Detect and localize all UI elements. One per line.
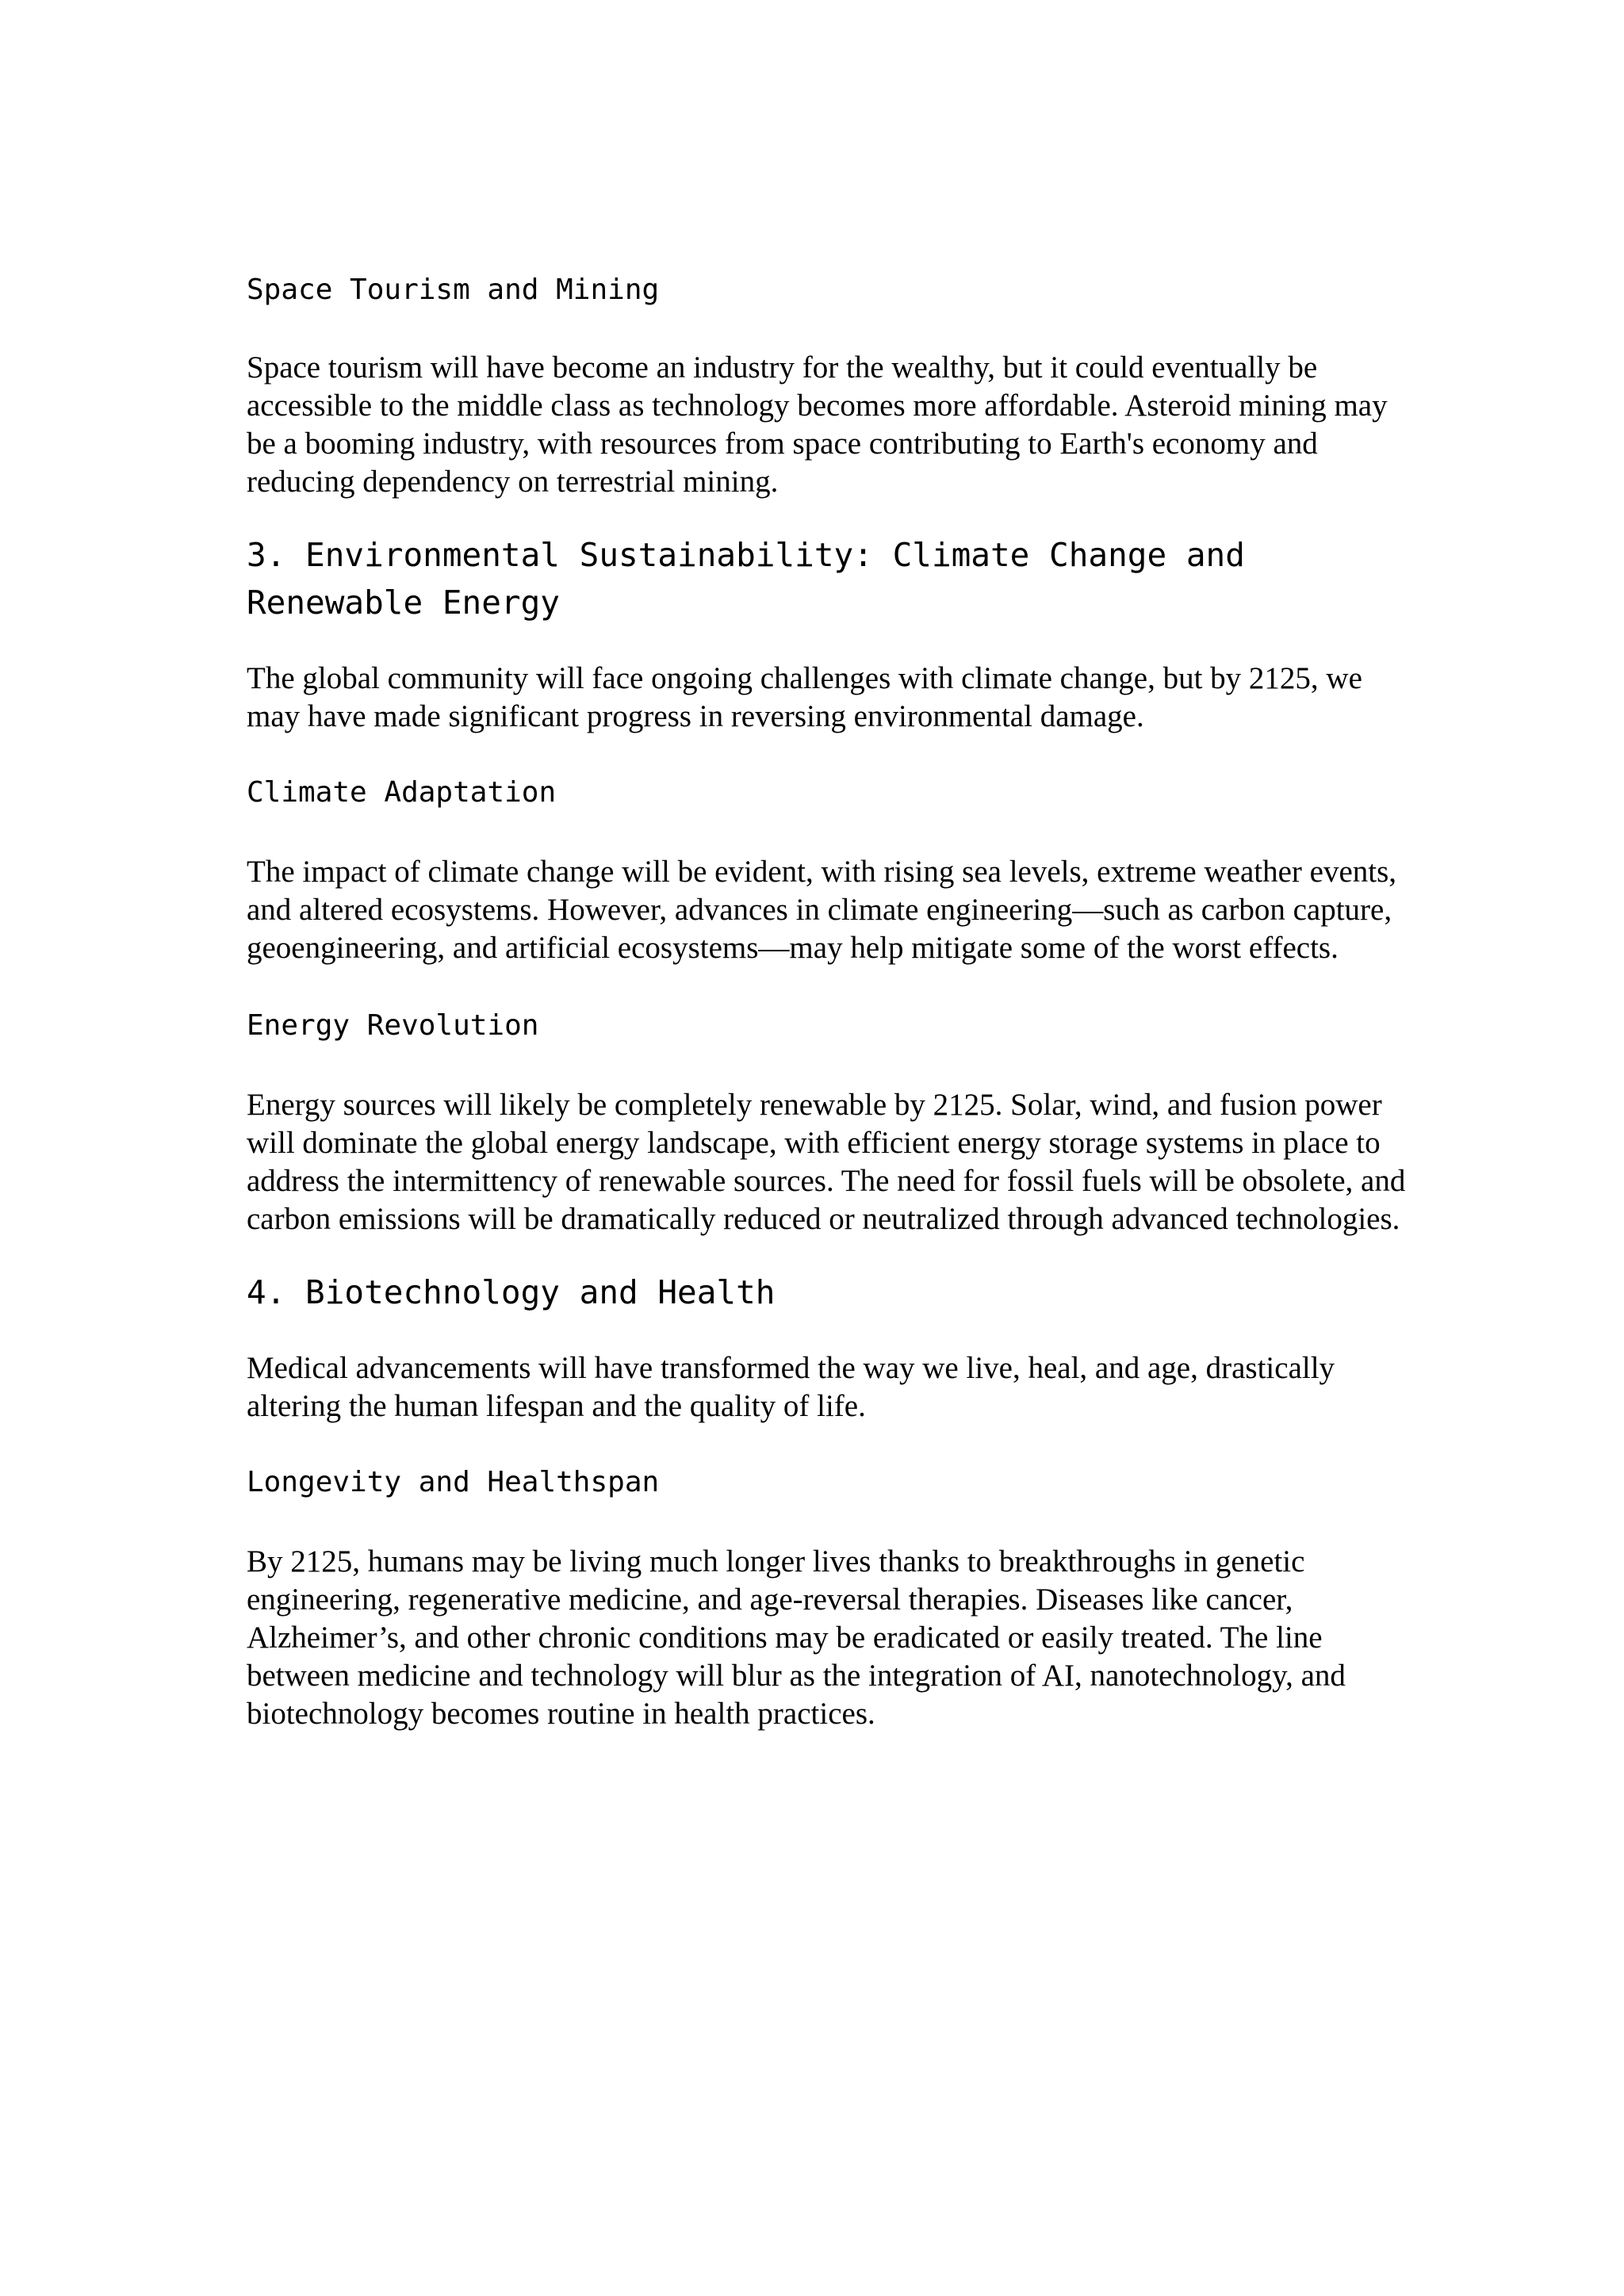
subheading-energy-revolution: Energy Revolution	[247, 1009, 539, 1042]
subheading-space-tourism-mining: Space Tourism and Mining	[247, 274, 660, 306]
subheading-climate-adaptation: Climate Adaptation	[247, 776, 557, 809]
paragraph-longevity: By 2125, humans may be living much longer lives thanks to breakthroughs in genetic engineering, regenerative medicine, and age-reversal therapies. Diseases like cancer, Alzheimer’s, and other chronic conditions may be eradicated or easily treated. The line between medicine and technology will blur as the integration of AI, nanotechnology, and biotechnology becomes routine in health practices.	[247, 1544, 1346, 1731]
subheading-longevity-healthspan: Longevity and Healthspan	[247, 1466, 660, 1498]
paragraph-medical-advancements: Medical advancements will have transformed the way we live, heal, and age, drastically altering the human lifespan and the quality of life.	[247, 1351, 1335, 1423]
heading-biotechnology-health: 4. Biotechnology and Health	[247, 1273, 776, 1311]
heading-environmental-sustainability: 3. Environmental Sustainability: Climate Change and Renewable Energy	[247, 536, 1245, 622]
paragraph-space-tourism: Space tourism will have become an industry for the wealthy, but it could eventually be accessible to the middle class as technology becomes more affordable. Asteroid mining may be a booming industry, with resources from space contributing to Earth's economy and reducing dependency on terrestrial mining.	[247, 350, 1388, 499]
paragraph-climate-adaptation: The impact of climate change will be evident, with rising sea levels, extreme weather events, and altered ecosystems. However, advances in climate engineering—such as carbon capture, geoengineering, and artificial ecosystems—may help mitigate some of the worst effects.	[247, 855, 1397, 965]
paragraph-global-community: The global community will face ongoing challenges with climate change, but by 2125, we may have made significant progress in reversing environmental damage.	[247, 661, 1362, 733]
document-body	[247, 271, 1412, 1733]
paragraph-energy-revolution: Energy sources will likely be completely renewable by 2125. Solar, wind, and fusion power will dominate the global energy landscape, with efficient energy storage systems in place to address the intermittency of renewable sources. The need for fossil fuels will be obsolete, and carbon emissions will be dramatically reduced or neutralized through advanced technologies.	[247, 1088, 1406, 1236]
